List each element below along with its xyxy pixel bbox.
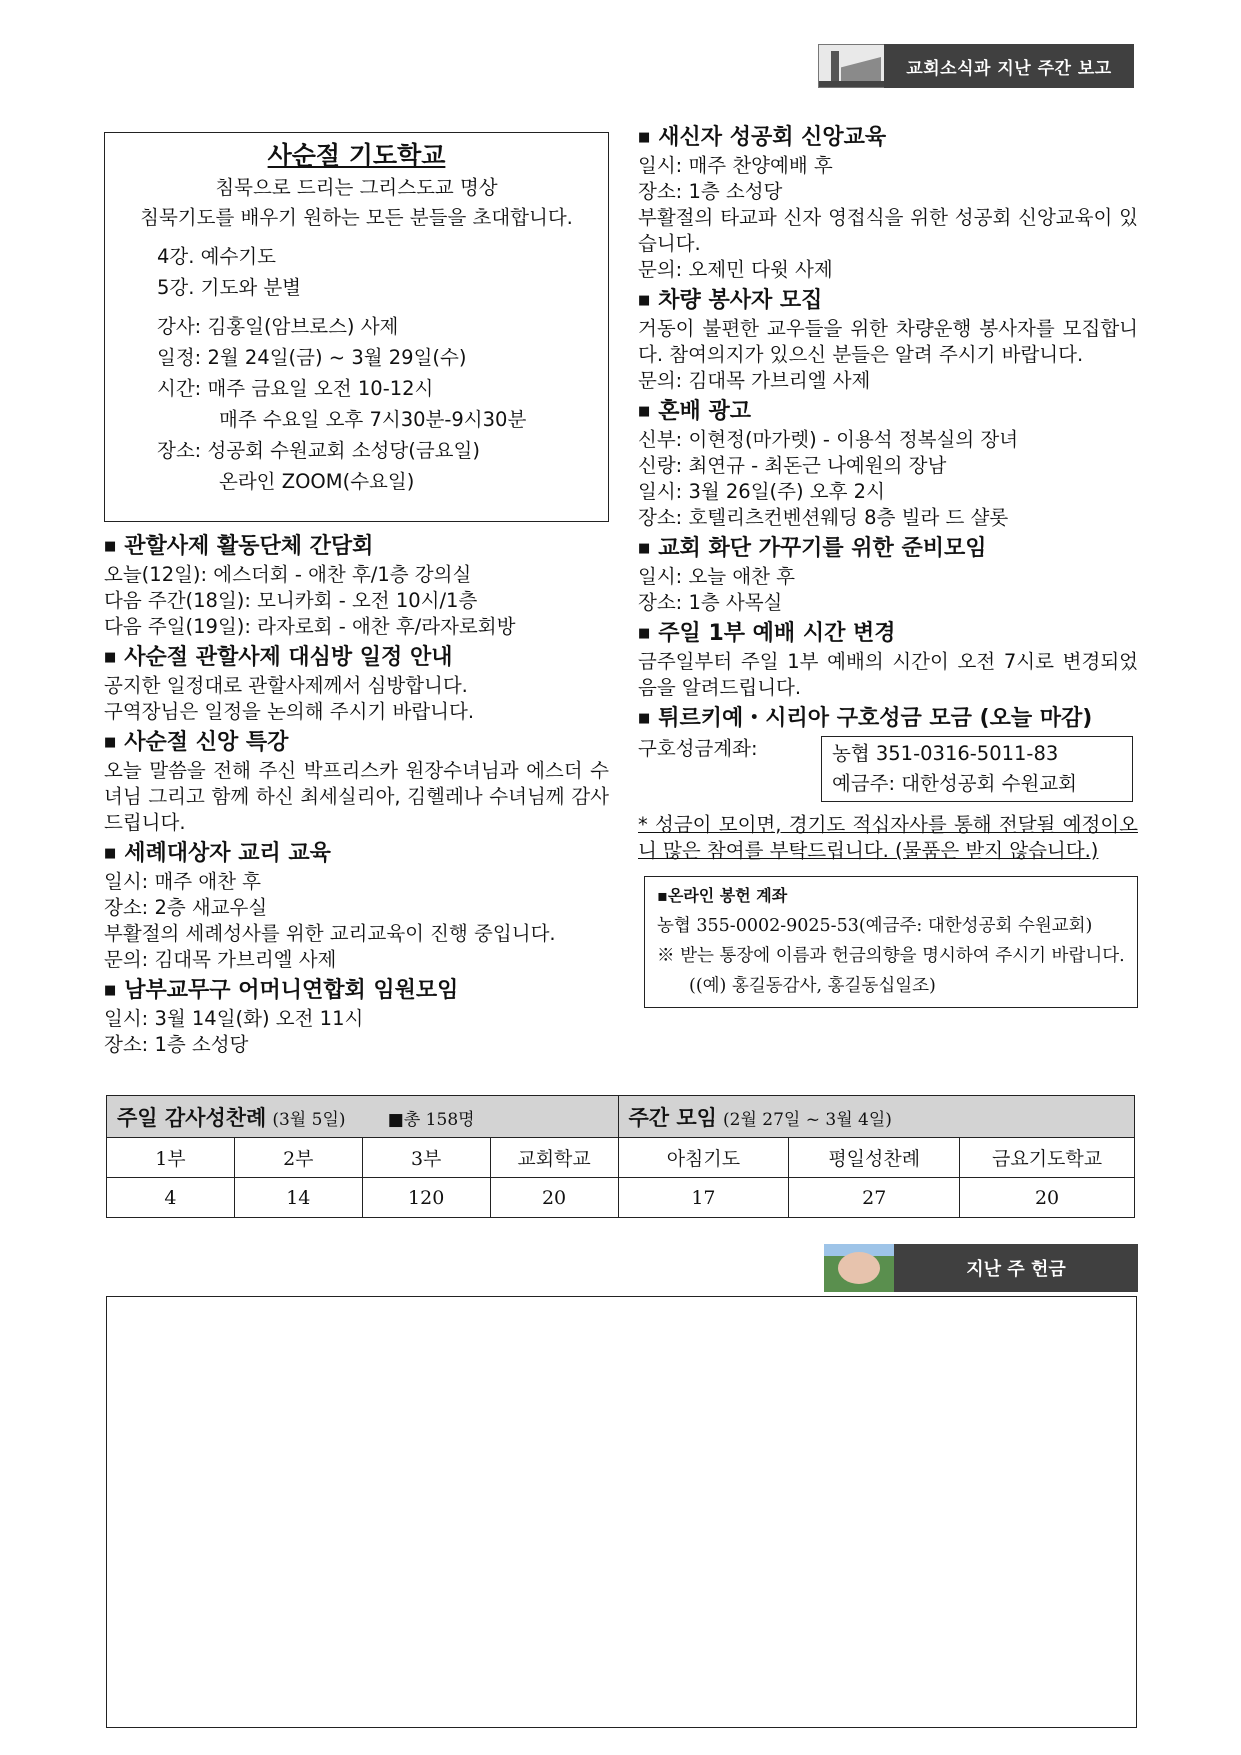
table-header-cell: 2부 — [234, 1138, 362, 1178]
time-friday: 시간: 매주 금요일 오전 10-12시 — [157, 377, 434, 400]
section-drivers — [638, 286, 1138, 394]
section-service-time — [638, 619, 1138, 701]
sunday-eucharist-header — [107, 1096, 619, 1138]
text-line: 부활절의 세례성사를 위한 교리교육이 진행 중입니다. — [104, 922, 556, 945]
table-cell: 20 — [960, 1178, 1135, 1218]
text-line: 문의: 김대목 가브리엘 사제 — [104, 948, 337, 971]
online-offering-box — [644, 876, 1138, 1008]
text-line: 다음 주일(19일): 라자로회 - 애찬 후/라자로회방 — [104, 615, 516, 638]
section-title: 사순절 관할사제 대심방 일정 안내 — [124, 645, 453, 670]
offering-box — [106, 1296, 1137, 1728]
sunday-eucharist-total: ■총 158명 — [387, 1109, 475, 1130]
bullet-square-icon: ■ — [104, 650, 117, 665]
prayer-school-title: 사순절 기도학교 — [267, 141, 446, 170]
text-line: 장소: 1층 소성당 — [104, 1033, 249, 1056]
attendance-table — [106, 1095, 1135, 1218]
time-wednesday: 매주 수요일 오후 7시30분-9시30분 — [219, 408, 527, 431]
text-line: 구역장님은 일정을 논의해 주시기 바랍니다. — [104, 700, 475, 723]
text-line: 장소: 1층 사목실 — [638, 591, 783, 614]
section-visitation — [104, 643, 609, 725]
section-title: 관할사제 활동단체 간담회 — [124, 534, 374, 559]
weekly-meetings-header — [618, 1096, 1135, 1138]
table-cell: 27 — [789, 1178, 960, 1218]
section-wedding — [638, 397, 1138, 531]
text-line: 일시: 3월 14일(화) 오전 11시 — [104, 1007, 364, 1030]
text-paragraph: 거동이 불편한 교우들을 위한 차량운행 봉사자를 모집합니다. 참여의지가 있으신 분들은 알려 주시기 바랍니다. — [638, 317, 1138, 366]
text-line: 일시: 오늘 애찬 후 — [638, 565, 796, 588]
sunday-eucharist-date: (3월 5일) — [272, 1109, 346, 1130]
right-column — [638, 120, 1138, 1008]
table-cell: 14 — [234, 1178, 362, 1218]
prayer-school-subtitle: 침묵으로 드리는 그리스도교 명상 — [215, 176, 498, 199]
left-column — [104, 132, 609, 1058]
text-line: 문의: 오제민 다윗 사제 — [638, 258, 833, 281]
bullet-square-icon: ■ — [104, 983, 117, 998]
table-header-cell: 금요기도학교 — [960, 1138, 1135, 1178]
section-title: 혼배 광고 — [658, 399, 751, 424]
text-line: 신랑: 최연규 - 최돈근 나예원의 장남 — [638, 454, 947, 477]
online-offering-title: ▪온라인 봉헌 계좌 — [657, 886, 788, 905]
offering-header-label: 지난 주 헌금 — [894, 1244, 1138, 1292]
text-line: 장소: 1층 소성당 — [638, 180, 783, 203]
table-cell: 17 — [618, 1178, 789, 1218]
text-line: 신부: 이현정(마가렛) - 이용석 정복실의 장녀 — [638, 428, 1019, 451]
bullet-square-icon: ■ — [638, 130, 651, 145]
hands-offering-icon — [824, 1244, 894, 1292]
relief-account-number: 농협 351-0316-5011-83 — [832, 742, 1059, 765]
text-line: 오늘(12일): 에스더회 - 애찬 후/1층 강의실 — [104, 563, 472, 586]
relief-account-box — [821, 736, 1133, 802]
weekly-meetings-date: (2월 27일 ~ 3월 4일) — [723, 1109, 892, 1130]
section-mothers-union — [104, 976, 609, 1058]
relief-note: * 성금이 모이면, 경기도 적십자사를 통해 전달될 예정이오니 많은 참여를 부탁드립니다. (물품은 받지 않습니다.) — [638, 813, 1138, 862]
online-offering-account: 농협 355-0002-9025-53(예금주: 대한성공회 수원교회) — [657, 916, 1093, 936]
text-line: 일시: 3월 26일(주) 오후 2시 — [638, 480, 885, 503]
text-line: 장소: 호텔리츠컨벤션웨딩 8층 빌라 드 샬롯 — [638, 506, 1009, 529]
section-title: 새신자 성공회 신앙교육 — [658, 125, 887, 150]
table-header-cell: 아침기도 — [618, 1138, 789, 1178]
bullet-square-icon: ■ — [104, 735, 117, 750]
relief-account-label: 구호성금계좌: — [638, 737, 758, 760]
table-header-row — [107, 1138, 1135, 1178]
section-lent-lecture — [104, 728, 609, 836]
table-cell: 120 — [362, 1178, 490, 1218]
text-line: 일시: 매주 찬양예배 후 — [638, 154, 833, 177]
lecturer: 강사: 김홍일(암브로스) 사제 — [157, 315, 399, 338]
offering-header-tab — [824, 1244, 1138, 1292]
table-header-cell: 3부 — [362, 1138, 490, 1178]
section-newcomer-class — [638, 123, 1138, 283]
table-row — [107, 1178, 1135, 1218]
period: 일정: 2월 24일(금) ~ 3월 29일(수) — [157, 346, 467, 369]
section-title: 주일 1부 예배 시간 변경 — [658, 621, 896, 646]
table-cell: 20 — [490, 1178, 618, 1218]
table-header-cell: 평일성찬례 — [789, 1138, 960, 1178]
church-icon — [818, 44, 884, 88]
text-line: 공지한 일정대로 관할사제께서 심방합니다. — [104, 674, 468, 697]
section-title: 남부교무구 어머니연합회 임원모임 — [124, 978, 459, 1003]
weekly-meetings-title: 주간 모임 — [628, 1105, 717, 1130]
bullet-square-icon: ■ — [638, 404, 651, 419]
section-pastor-groups — [104, 532, 609, 640]
relief-account-holder: 예금주: 대한성공회 수원교회 — [832, 772, 1078, 795]
table-cell: 4 — [107, 1178, 235, 1218]
online-offering-note: ※ 받는 통장에 이름과 헌금의향을 명시하여 주시기 바랍니다. ((예) 홍길동감사, 홍길동십일조) — [657, 946, 1125, 996]
text-line: 다음 주간(18일): 모니카회 - 오전 10시/1층 — [104, 589, 478, 612]
section-garden — [638, 534, 1138, 616]
section-title: 교회 화단 가꾸기를 위한 준비모임 — [658, 536, 987, 561]
section-title: 세례대상자 교리 교육 — [124, 841, 331, 866]
bullet-square-icon: ■ — [638, 626, 651, 641]
section-title: 차량 봉사자 모집 — [658, 288, 823, 313]
bullet-square-icon: ■ — [104, 539, 117, 554]
text-line: 일시: 매주 애찬 후 — [104, 870, 262, 893]
section-header-label: 교회소식과 지난 주간 보고 — [884, 44, 1134, 88]
sunday-eucharist-title: 주일 감사성찬례 — [117, 1105, 267, 1130]
lesson-4: 4강. 예수기도 — [157, 245, 276, 268]
section-baptism-class — [104, 839, 609, 973]
bullet-square-icon: ■ — [638, 711, 651, 726]
section-relief-fund — [638, 704, 1138, 864]
text-paragraph: 금주일부터 주일 1부 예배의 시간이 오전 7시로 변경되었음을 알려드립니다. — [638, 650, 1138, 699]
text-paragraph: 오늘 말씀을 전해 주신 박프리스카 원장수녀님과 에스더 수녀님 그리고 함께 하신 최세실리아, 김헬레나 수녀님께 감사 드립니다. — [104, 759, 609, 834]
text-paragraph: 부활절의 타교파 신자 영접식을 위한 성공회 신앙교육이 있습니다. — [638, 206, 1138, 255]
bullet-square-icon: ■ — [638, 541, 651, 556]
prayer-school-invite: 침묵기도를 배우기 원하는 모든 분들을 초대합니다. — [140, 206, 573, 229]
text-line: 장소: 2층 새교우실 — [104, 896, 268, 919]
text-line: 문의: 김대목 가브리엘 사제 — [638, 369, 871, 392]
table-header-cell: 1부 — [107, 1138, 235, 1178]
section-title: 사순절 신앙 특강 — [124, 730, 289, 755]
place-friday: 장소: 성공회 수원교회 소성당(금요일) — [157, 439, 480, 462]
place-wednesday: 온라인 ZOOM(수요일) — [219, 470, 415, 493]
prayer-school-box — [104, 132, 609, 522]
bullet-square-icon: ■ — [638, 293, 651, 308]
section-header-tab — [818, 44, 1134, 88]
bullet-square-icon: ■ — [104, 846, 117, 861]
lesson-5: 5강. 기도와 분별 — [157, 276, 302, 299]
section-title: 튀르키예・시리아 구호성금 모금 (오늘 마감) — [658, 706, 1093, 731]
table-header-cell: 교회학교 — [490, 1138, 618, 1178]
